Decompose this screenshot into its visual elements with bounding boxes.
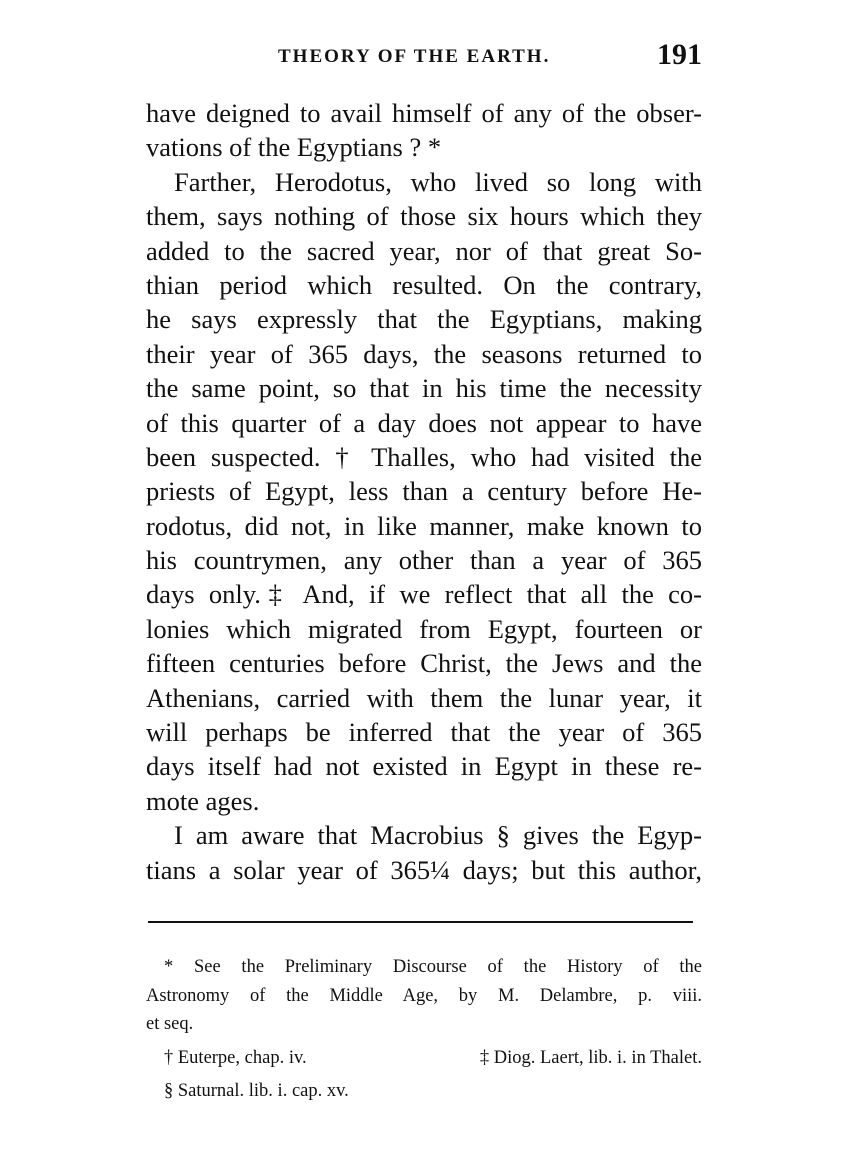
footnote-divider <box>148 921 693 923</box>
text-line: their year of 365 days, the seasons returned to <box>146 338 702 369</box>
text-line: he says expressly that the Egyptians, making <box>146 304 702 335</box>
footnote-line: et seq. <box>146 1014 194 1034</box>
text-line: days itself had not existed in Egypt in these re- <box>146 751 702 782</box>
text-line: his countrymen, any other than a year of 365 <box>146 545 702 576</box>
footnote-row <box>146 1044 702 1073</box>
text-line: rodotus, did not, in like manner, make known to <box>146 510 702 541</box>
footnotes <box>146 953 702 1106</box>
footnote-diogenes: ‡ Diog. Laert, lib. i. in Thalet. <box>479 1047 702 1068</box>
text-line: added to the sacred year, nor of that great So- <box>146 235 702 266</box>
text-line: thian period which resulted. On the contrary, <box>146 269 702 300</box>
running-title: THEORY OF THE EARTH. <box>278 46 551 67</box>
text-line: will perhaps be inferred that the year of 365 <box>146 717 702 748</box>
paragraph-start-line: Farther, Herodotus, who lived so long with <box>174 166 702 197</box>
text-line: the same point, so that in his time the necessity <box>146 373 702 404</box>
footnote-euterpe: † Euterpe, chap. iv. <box>164 1047 307 1068</box>
text-line: fifteen centuries before Christ, the Jews and the <box>146 648 702 679</box>
text-line: have deigned to avail himself of any of the obser- <box>146 98 702 128</box>
text-line: vations of the Egyptians ? * <box>146 132 442 163</box>
text-line: them, says nothing of those six hours which they <box>146 201 702 232</box>
paragraph-start-line: I am aware that Macrobius § gives the Egyp- <box>174 820 702 851</box>
text-line: of this quarter of a day does not appear to have <box>146 407 702 438</box>
body-text <box>146 96 702 887</box>
text-line: priests of Egypt, less than a century before He- <box>146 476 702 507</box>
text-line: lonies which migrated from Egypt, fourteen or <box>146 613 702 644</box>
text-line: Athenians, carried with them the lunar year, it <box>146 682 702 713</box>
page-number: 191 <box>657 38 702 71</box>
text-line: been suspected. † Thalles, who had visited the <box>146 441 702 472</box>
footnote-line: Astronomy of the Middle Age, by M. Delambre, p. viii. <box>146 985 702 1006</box>
text-line: days only.‡ And, if we reflect that all the co- <box>146 579 702 610</box>
text-line: mote ages. <box>146 785 260 816</box>
page-header <box>146 36 702 76</box>
footnote-saturnal: § Saturnal. lib. i. cap. xv. <box>164 1081 349 1101</box>
text-line: tians a solar year of 365¼ days; but this author, <box>146 854 702 885</box>
footnote-line: * See the Preliminary Discourse of the History of the <box>164 957 702 977</box>
